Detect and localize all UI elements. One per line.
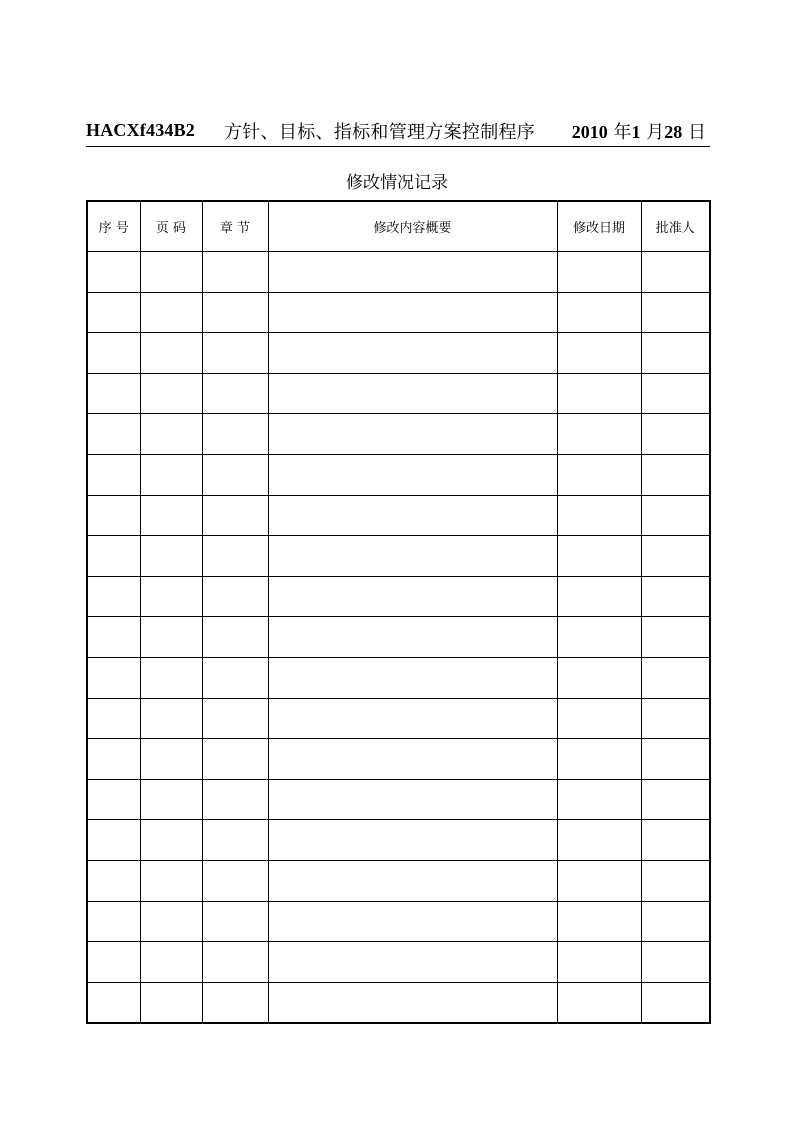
date-cell [557, 414, 641, 455]
page-cell [140, 860, 202, 901]
summary-cell [268, 901, 557, 942]
section-cell [202, 657, 268, 698]
date-cell [557, 698, 641, 739]
section-cell [202, 617, 268, 658]
serial-cell [87, 495, 140, 536]
page-cell [140, 454, 202, 495]
summary-cell [268, 252, 557, 293]
approver-cell [641, 901, 710, 942]
page-header [86, 116, 710, 147]
approver-cell [641, 739, 710, 780]
date-month: 1 [631, 122, 641, 142]
serial-cell [87, 252, 140, 293]
page-cell [140, 252, 202, 293]
table-row [87, 901, 710, 942]
approver-cell [641, 617, 710, 658]
table-row [87, 292, 710, 333]
date-cell [557, 292, 641, 333]
summary-cell [268, 982, 557, 1023]
summary-cell [268, 373, 557, 414]
approver-cell [641, 333, 710, 374]
section-cell [202, 414, 268, 455]
section-cell [202, 252, 268, 293]
approver-cell [641, 536, 710, 577]
date-cell [557, 739, 641, 780]
summary-cell [268, 698, 557, 739]
date-cell [557, 252, 641, 293]
page-cell [140, 901, 202, 942]
serial-cell [87, 901, 140, 942]
summary-cell [268, 333, 557, 374]
column-header-summary: 修改内容概要 [268, 201, 557, 252]
date-cell [557, 454, 641, 495]
serial-cell [87, 576, 140, 617]
table-body [87, 252, 710, 1024]
serial-cell [87, 536, 140, 577]
serial-cell [87, 333, 140, 374]
serial-cell [87, 617, 140, 658]
section-cell [202, 292, 268, 333]
page-cell [140, 698, 202, 739]
summary-cell [268, 657, 557, 698]
date-cell [557, 495, 641, 536]
table-row [87, 698, 710, 739]
approver-cell [641, 414, 710, 455]
summary-cell [268, 860, 557, 901]
date-day-unit: 日 [688, 122, 706, 143]
section-cell [202, 779, 268, 820]
date-cell [557, 982, 641, 1023]
page-cell [140, 373, 202, 414]
section-cell [202, 536, 268, 577]
summary-cell [268, 536, 557, 577]
page-cell [140, 942, 202, 983]
page-cell [140, 536, 202, 577]
column-header-serial: 序 号 [87, 201, 140, 252]
summary-cell [268, 292, 557, 333]
date-cell [557, 373, 641, 414]
serial-cell [87, 454, 140, 495]
column-header-section: 章 节 [202, 201, 268, 252]
serial-cell [87, 739, 140, 780]
approver-cell [641, 860, 710, 901]
approver-cell [641, 373, 710, 414]
date-cell [557, 617, 641, 658]
date-cell [557, 942, 641, 983]
table-row [87, 779, 710, 820]
table-row [87, 252, 710, 293]
page-cell [140, 982, 202, 1023]
summary-cell [268, 414, 557, 455]
table-row [87, 536, 710, 577]
section-cell [202, 739, 268, 780]
table-row [87, 657, 710, 698]
column-header-approver: 批准人 [641, 201, 710, 252]
approver-cell [641, 576, 710, 617]
summary-cell [268, 779, 557, 820]
record-title: 修改情况记录 [346, 173, 448, 193]
column-header-page: 页 码 [140, 201, 202, 252]
section-cell [202, 373, 268, 414]
page-cell [140, 495, 202, 536]
section-cell [202, 901, 268, 942]
serial-cell [87, 942, 140, 983]
approver-cell [641, 698, 710, 739]
serial-cell [87, 414, 140, 455]
section-cell [202, 942, 268, 983]
summary-cell [268, 942, 557, 983]
summary-cell [268, 820, 557, 861]
table-row [87, 739, 710, 780]
table-row [87, 454, 710, 495]
section-cell [202, 820, 268, 861]
approver-cell [641, 292, 710, 333]
table-row [87, 414, 710, 455]
revision-record-table [86, 200, 711, 1024]
date-cell [557, 779, 641, 820]
page-cell [140, 739, 202, 780]
summary-cell [268, 454, 557, 495]
date-cell [557, 860, 641, 901]
date-cell [557, 820, 641, 861]
approver-cell [641, 454, 710, 495]
document-title: 方针、目标、指标和管理方案控制程序 [224, 122, 536, 143]
document-code: HACXf434B2 [86, 120, 195, 140]
section-cell [202, 860, 268, 901]
date-year-unit: 年 [613, 122, 632, 143]
table-row [87, 617, 710, 658]
date-cell [557, 333, 641, 374]
summary-cell [268, 739, 557, 780]
table-header-row [87, 201, 710, 252]
serial-cell [87, 698, 140, 739]
approver-cell [641, 657, 710, 698]
summary-cell [268, 576, 557, 617]
page-cell [140, 333, 202, 374]
page-cell [140, 617, 202, 658]
page-cell [140, 657, 202, 698]
section-cell [202, 495, 268, 536]
section-cell [202, 982, 268, 1023]
column-header-date: 修改日期 [557, 201, 641, 252]
serial-cell [87, 779, 140, 820]
approver-cell [641, 942, 710, 983]
date-cell [557, 536, 641, 577]
table-row [87, 495, 710, 536]
page-cell [140, 820, 202, 861]
summary-cell [268, 495, 557, 536]
date-cell [557, 576, 641, 617]
page-cell [140, 779, 202, 820]
approver-cell [641, 820, 710, 861]
table-row [87, 860, 710, 901]
page-cell [140, 414, 202, 455]
table-row [87, 576, 710, 617]
serial-cell [87, 860, 140, 901]
section-cell [202, 576, 268, 617]
section-cell [202, 333, 268, 374]
serial-cell [87, 373, 140, 414]
table-row [87, 982, 710, 1023]
section-cell [202, 698, 268, 739]
date-cell [557, 901, 641, 942]
serial-cell [87, 982, 140, 1023]
summary-cell [268, 617, 557, 658]
document-date [572, 118, 706, 144]
date-year: 2010 [571, 122, 608, 142]
section-cell [202, 454, 268, 495]
table-row [87, 333, 710, 374]
approver-cell [641, 495, 710, 536]
approver-cell [641, 779, 710, 820]
table-row [87, 820, 710, 861]
table-row [87, 942, 710, 983]
approver-cell [641, 982, 710, 1023]
date-month-unit: 月 [646, 122, 665, 143]
table-row [87, 373, 710, 414]
serial-cell [87, 820, 140, 861]
date-cell [557, 657, 641, 698]
page-cell [140, 292, 202, 333]
page-cell [140, 576, 202, 617]
serial-cell [87, 292, 140, 333]
approver-cell [641, 252, 710, 293]
serial-cell [87, 657, 140, 698]
date-day: 28 [664, 122, 683, 142]
